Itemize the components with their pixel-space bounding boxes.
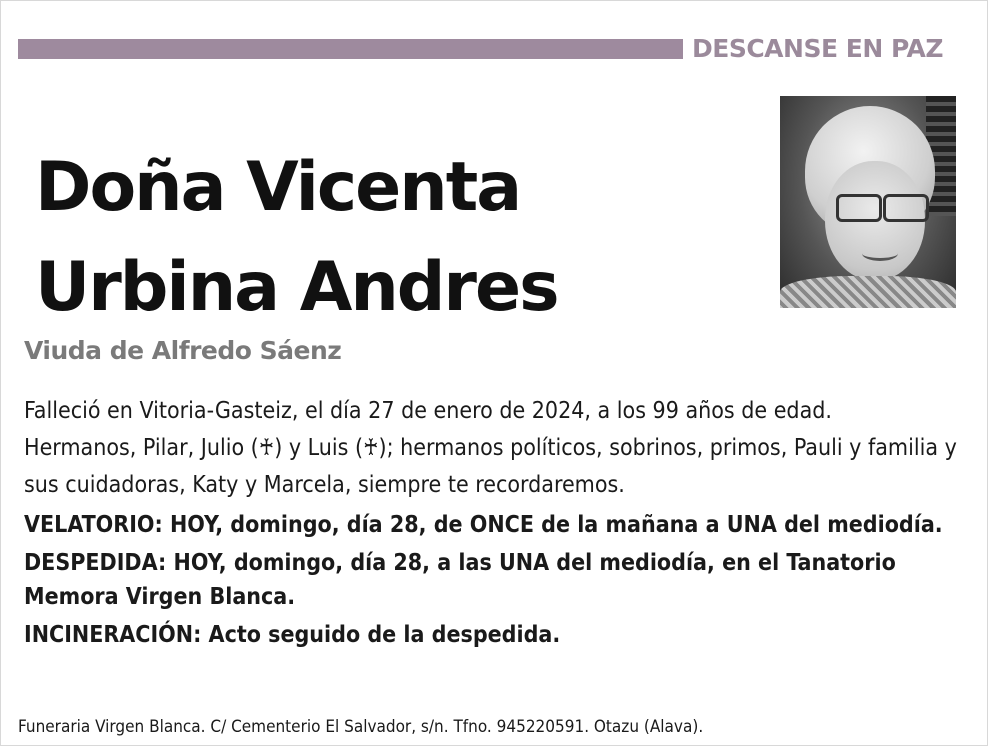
photo-glasses-left <box>836 194 882 222</box>
portrait-photo <box>780 96 956 308</box>
obituary-body <box>24 393 959 652</box>
family-paragraph: Hermanos, Pilar, Julio (♰) y Luis (♰); hermanos políticos, sobrinos, primos, Pauli y familia y sus cuidadoras, Katy y Marcela, siempre te recordaremos. <box>24 435 957 498</box>
funeral-home-footer: Funeraria Virgen Blanca. C/ Cementerio El Salvador, s/n. Tfno. 945220591. Otazu (Alava). <box>18 717 704 737</box>
name-line-2: Urbina Andres <box>35 248 558 327</box>
death-paragraph: Falleció en Vitoria-Gasteiz, el día 27 de enero de 2024, a los 99 años de edad. <box>24 398 832 424</box>
incineracion-paragraph: INCINERACIÓN: Acto seguido de la despedida. <box>24 622 561 648</box>
header-label: DESCANSE EN PAZ <box>692 34 943 63</box>
header-accent-bar <box>18 39 683 59</box>
deceased-name <box>35 138 558 338</box>
photo-mouth <box>862 246 898 261</box>
velatorio-paragraph: VELATORIO: HOY, domingo, día 28, de ONCE de la mañana a UNA del mediodía. <box>24 512 943 538</box>
photo-glasses-right <box>883 194 929 222</box>
name-line-1: Doña Vicenta <box>35 148 521 227</box>
photo-shoulders <box>780 276 956 308</box>
despedida-paragraph: DESPEDIDA: HOY, domingo, día 28, a las UNA del mediodía, en el Tanatorio Memora Virgen Blanca. <box>24 550 896 610</box>
widow-subtitle: Viuda de Alfredo Sáenz <box>24 336 342 365</box>
